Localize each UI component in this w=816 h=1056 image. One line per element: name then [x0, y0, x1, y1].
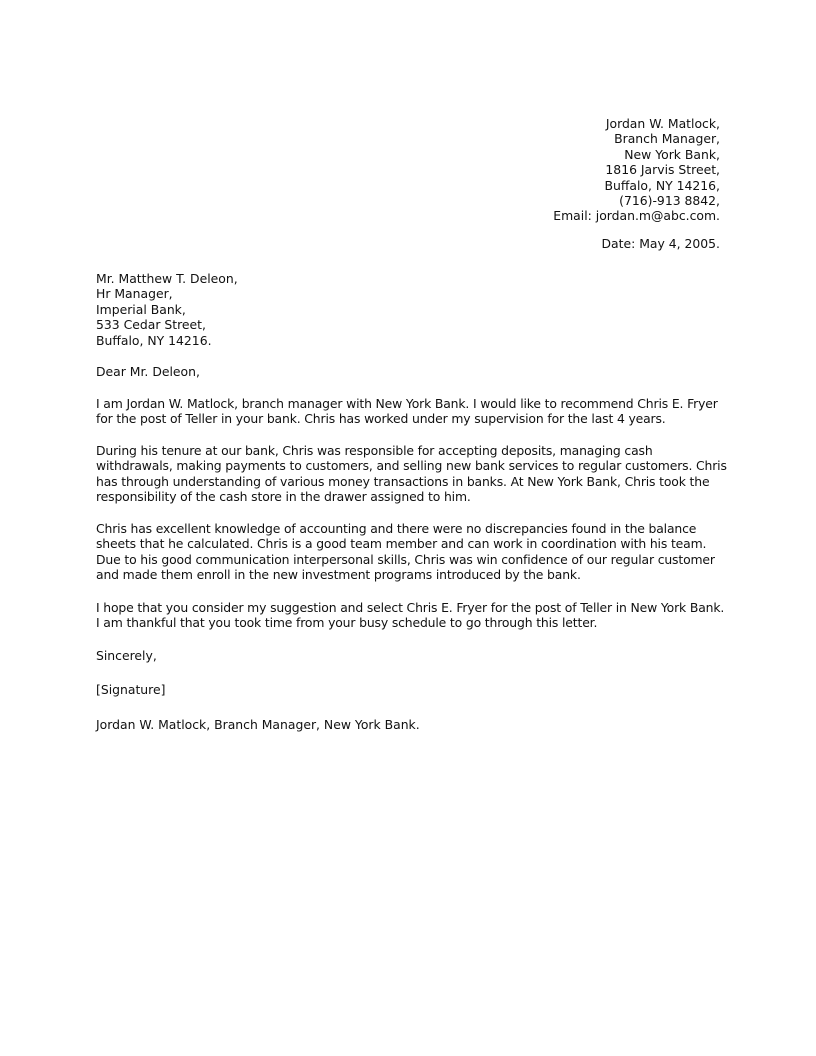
signature-placeholder: [Signature] [96, 682, 166, 697]
signer-line: Jordan W. Matlock, Branch Manager, New York Bank. [96, 717, 420, 732]
sender-phone: (716)-913 8842, [619, 193, 720, 209]
recipient-address-block [96, 271, 496, 348]
recipient-title: Hr Manager, [96, 286, 173, 302]
closing: Sincerely, [96, 648, 157, 663]
sender-address-block [420, 116, 720, 224]
sender-name: Jordan W. Matlock, [605, 116, 720, 131]
recipient-company: Imperial Bank, [96, 301, 186, 317]
salutation: Dear Mr. Deleon, [96, 364, 200, 379]
sender-city: Buffalo, NY 14216, [604, 177, 720, 193]
body-paragraph-2: During his tenure at our bank, Chris was responsible for accepting deposits, managing cash withdrawals, making payments to customers, and selling new bank services to regular customers. Chris has through understanding of various money transactions in banks. At New York Bank, Chris took the responsibility of the cash store in the drawer assigned to him. [96, 443, 727, 505]
sender-title: Branch Manager, [614, 131, 720, 147]
letter-date: Date: May 4, 2005. [601, 236, 720, 251]
body-paragraph-1: I am Jordan W. Matlock, branch manager with New York Bank. I would like to recommend Chris E. Fryer for the post of Teller in your bank. Chris has worked under my supervision for the last 4 years. [96, 396, 718, 427]
body-paragraph-4: I hope that you consider my suggestion and select Chris E. Fryer for the post of Teller in New York Bank. I am thankful that you took time from your busy schedule to go through this letter. [96, 600, 725, 631]
body-paragraph-3: Chris has excellent knowledge of accounting and there were no discrepancies found in the balance sheets that he calculated. Chris is a good team member and can work in coordination with his team. Due to his good communication interpersonal skills, Chris was win confidence of our regular customer and made them enroll in the new investment programs introduced by the bank. [96, 521, 715, 583]
sender-company: New York Bank, [624, 146, 720, 162]
recipient-name: Mr. Matthew T. Deleon, [96, 271, 238, 286]
recipient-street: 533 Cedar Street, [96, 317, 206, 333]
sender-street: 1816 Jarvis Street, [605, 162, 720, 178]
sender-email: Email: jordan.m@abc.com. [553, 208, 720, 224]
recipient-city: Buffalo, NY 14216. [96, 332, 212, 348]
